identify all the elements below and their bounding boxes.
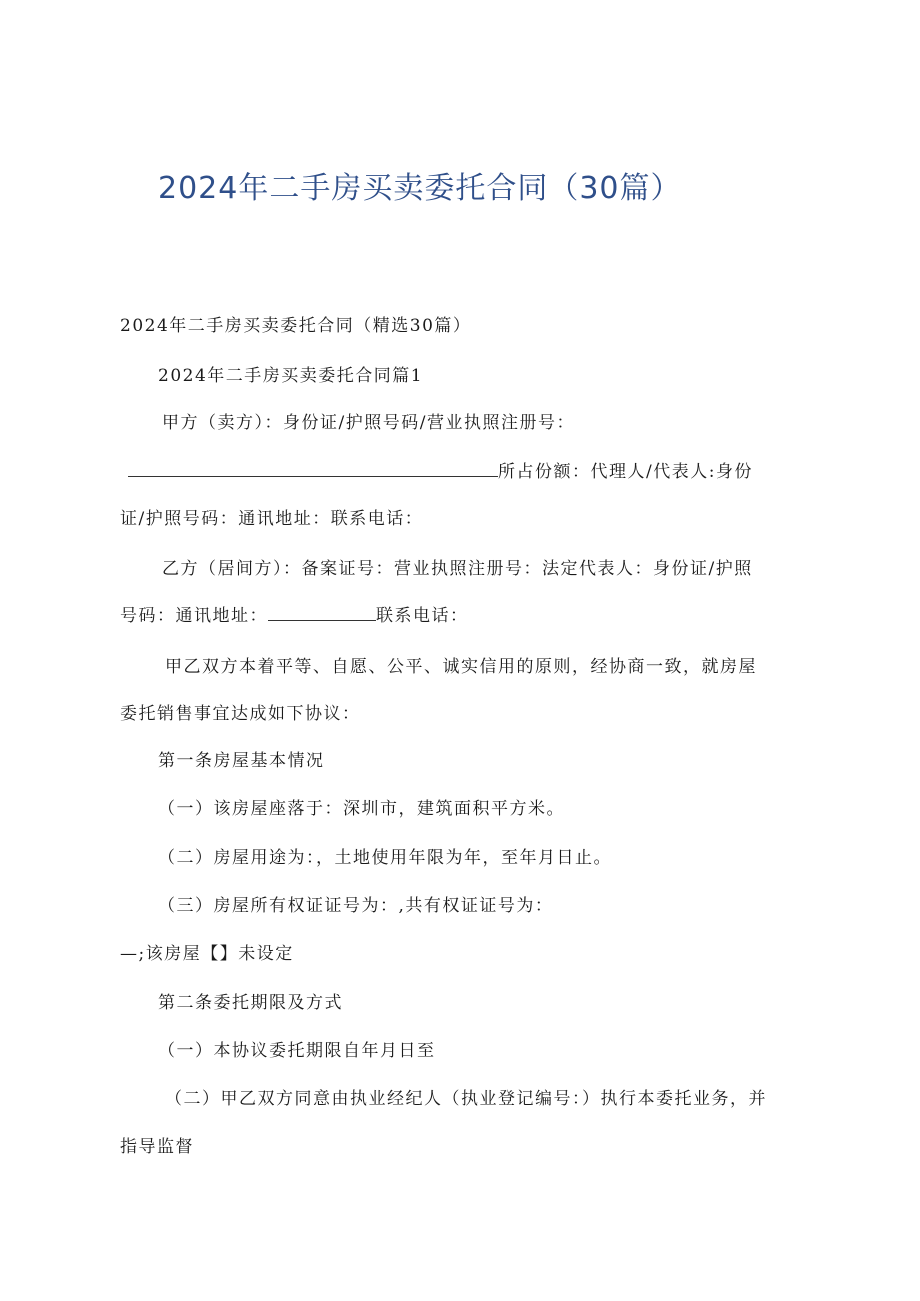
article-2-title: 第二条委托期限及方式 <box>158 993 343 1013</box>
article-1-item-2: （二）房屋用途为：，土地使用年限为年，至年月日止。 <box>158 848 612 868</box>
preamble-line-2: 委托销售事宜达成如下协议： <box>120 704 361 724</box>
document-title: 2024年二手房买卖委托合同（30篇） <box>158 171 682 206</box>
article-1-item-1: （一）该房屋座落于：深圳市，建筑面积平方米。 <box>158 799 565 819</box>
article-1-item-3: （三）房屋所有权证证号为：,共有权证证号为： <box>158 896 554 916</box>
chapter-heading: 2024年二手房买卖委托合同篇1 <box>158 366 424 386</box>
article-2-item-2-line-1: （二）甲乙双方同意由执业经纪人（执业登记编号：）执行本委托业务，并 <box>165 1089 767 1109</box>
party-b-line-1: 乙方（居间方）：备案证号：营业执照注册号：法定代表人：身份证/护照 <box>162 559 753 579</box>
fill-in-blank <box>268 604 376 621</box>
party-a-line-2 <box>128 460 753 484</box>
document-subtitle: 2024年二手房买卖委托合同（精选30篇） <box>120 316 472 336</box>
article-1-item-3-continued: —;该房屋【】未设定 <box>120 944 294 964</box>
fill-in-blank <box>128 460 498 477</box>
party-a-line-3: 证/护照号码：通讯地址：联系电话： <box>120 509 424 529</box>
party-b-line-2-prefix: 号码：通讯地址： <box>120 606 268 626</box>
party-a-line-1: 甲方（卖方）：身份证/护照号码/营业执照注册号： <box>162 413 575 433</box>
preamble-line-1: 甲乙双方本着平等、自愿、公平、诚实信用的原则，经协商一致，就房屋 <box>165 657 757 677</box>
article-2-item-2-line-2: 指导监督 <box>120 1137 194 1157</box>
party-a-line-2-text: 所占份额：代理人/代表人:身份 <box>498 462 753 482</box>
party-b-line-2-suffix: 联系电话： <box>376 606 469 626</box>
article-1-title: 第一条房屋基本情况 <box>158 751 325 771</box>
party-b-line-2 <box>120 604 469 628</box>
article-2-item-1: （一）本协议委托期限自年月日至 <box>158 1041 436 1061</box>
